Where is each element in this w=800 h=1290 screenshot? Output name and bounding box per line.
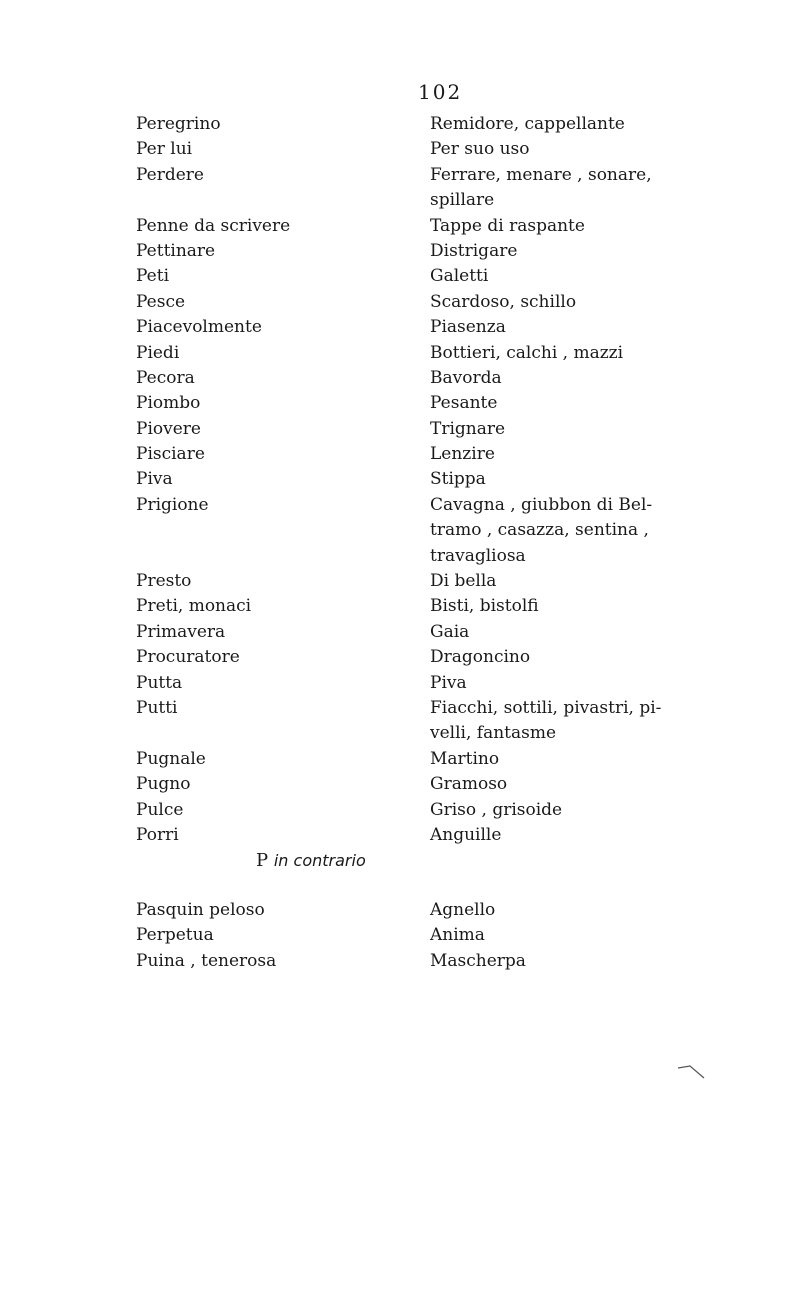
entry-term: Prigione bbox=[136, 494, 209, 515]
entry-definition: Trignare bbox=[430, 418, 506, 439]
entry-definition: Stippa bbox=[430, 469, 486, 490]
entry-term: Pasquin peloso bbox=[136, 900, 265, 920]
page-number: 102 bbox=[418, 80, 463, 104]
glossary-entry bbox=[0, 645, 800, 670]
entry-definition: Piasenza bbox=[430, 317, 506, 338]
glossary-entry bbox=[0, 315, 800, 340]
section-letter: P bbox=[256, 850, 269, 871]
glossary-entry bbox=[0, 671, 800, 696]
entry-definition: Mascherpa bbox=[430, 950, 526, 971]
entry-term: Piacevolmente bbox=[136, 317, 262, 338]
entry-term: Pugnale bbox=[136, 748, 206, 769]
glossary-entry bbox=[0, 366, 800, 391]
entry-definition: Agnello bbox=[430, 900, 496, 920]
glossary-list bbox=[0, 112, 800, 848]
entry-term: Preti, monaci bbox=[136, 596, 252, 617]
glossary-entry bbox=[0, 467, 800, 492]
entry-definition: Dragoncino bbox=[430, 647, 531, 668]
entry-definition: Bavorda bbox=[430, 367, 502, 388]
entry-definition: Ferrare, menare , sonare, spillare bbox=[430, 164, 652, 211]
entry-definition: Cavagna , giubbon di Bel- tramo , casazza, sentina , travagliosa bbox=[430, 494, 653, 566]
glossary-entry bbox=[0, 264, 800, 289]
glossary-entry bbox=[0, 442, 800, 467]
glossary-entry bbox=[0, 569, 800, 594]
glossary-entry bbox=[0, 798, 800, 823]
glossary-entry bbox=[0, 112, 800, 137]
glossary-entry bbox=[0, 594, 800, 619]
entry-definition: Distrigare bbox=[430, 240, 518, 261]
glossary-entry bbox=[0, 290, 800, 315]
entry-term: Piedi bbox=[136, 342, 180, 363]
entry-term: Peregrino bbox=[136, 114, 221, 134]
entry-term: Pettinare bbox=[136, 240, 216, 261]
entry-term: Pisciare bbox=[136, 444, 205, 465]
entry-definition: Fiacchi, sottili, pivastri, pi- velli, fantasme bbox=[430, 698, 662, 744]
entry-definition: Tappe di raspante bbox=[430, 215, 585, 236]
glossary-entry bbox=[0, 391, 800, 416]
entry-term: Per lui bbox=[136, 139, 193, 160]
section-header bbox=[256, 850, 366, 871]
entry-term: Puina , tenerosa bbox=[136, 950, 277, 971]
entry-definition: Remidore, cappellante bbox=[430, 114, 625, 134]
entry-definition: Di bella bbox=[430, 571, 497, 592]
contrary-list bbox=[0, 898, 800, 974]
glossary-entry bbox=[0, 239, 800, 264]
entry-definition: Bisti, bistolfi bbox=[430, 596, 539, 617]
entry-definition: Pesante bbox=[430, 393, 498, 414]
entry-definition: Per suo uso bbox=[430, 139, 530, 160]
section-label: in contrario bbox=[273, 851, 366, 870]
entry-term: Pulce bbox=[136, 799, 184, 820]
entry-term: Putti bbox=[136, 698, 178, 719]
glossary-entry bbox=[0, 417, 800, 442]
entry-term: Pesce bbox=[136, 291, 186, 312]
entry-term: Primavera bbox=[136, 621, 226, 642]
glossary-entry bbox=[0, 823, 800, 848]
entry-definition: Anima bbox=[430, 925, 485, 946]
glossary-entry bbox=[0, 923, 800, 948]
entry-term: Procuratore bbox=[136, 647, 240, 668]
entry-definition: Galetti bbox=[430, 266, 489, 287]
glossary-entry bbox=[0, 772, 800, 797]
glossary-entry bbox=[0, 214, 800, 239]
glossary-entry bbox=[0, 696, 800, 747]
entry-definition: Martino bbox=[430, 748, 500, 769]
entry-term: Peti bbox=[136, 266, 170, 287]
entry-term: Presto bbox=[136, 571, 192, 592]
entry-term: Penne da scrivere bbox=[136, 215, 291, 236]
entry-term: Piovere bbox=[136, 418, 201, 439]
entry-definition: Gaia bbox=[430, 621, 470, 642]
glossary-entry bbox=[0, 341, 800, 366]
entry-term: Pugno bbox=[136, 774, 191, 795]
entry-term: Piva bbox=[136, 469, 173, 490]
entry-definition: Griso , grisoide bbox=[430, 799, 563, 820]
entry-definition: Piva bbox=[430, 672, 467, 693]
entry-term: Perdere bbox=[136, 164, 204, 185]
glossary-entry bbox=[0, 137, 800, 162]
glossary-entry bbox=[0, 949, 800, 974]
entry-definition: Bottieri, calchi , mazzi bbox=[430, 342, 624, 363]
entry-term: Piombo bbox=[136, 393, 201, 414]
entry-definition: Gramoso bbox=[430, 774, 508, 795]
pen-stroke-mark bbox=[676, 1064, 706, 1080]
glossary-entry bbox=[0, 620, 800, 645]
entry-term: Putta bbox=[136, 672, 183, 693]
glossary-entry bbox=[0, 898, 800, 923]
entry-definition: Scardoso, schillo bbox=[430, 291, 577, 312]
glossary-entry bbox=[0, 493, 800, 569]
entry-term: Perpetua bbox=[136, 925, 214, 946]
glossary-entry bbox=[0, 747, 800, 772]
entry-term: Pecora bbox=[136, 367, 195, 388]
entry-term: Porri bbox=[136, 824, 179, 845]
entry-definition: Anguille bbox=[430, 824, 502, 845]
entry-definition: Lenzire bbox=[430, 444, 495, 465]
glossary-entry bbox=[0, 163, 800, 214]
